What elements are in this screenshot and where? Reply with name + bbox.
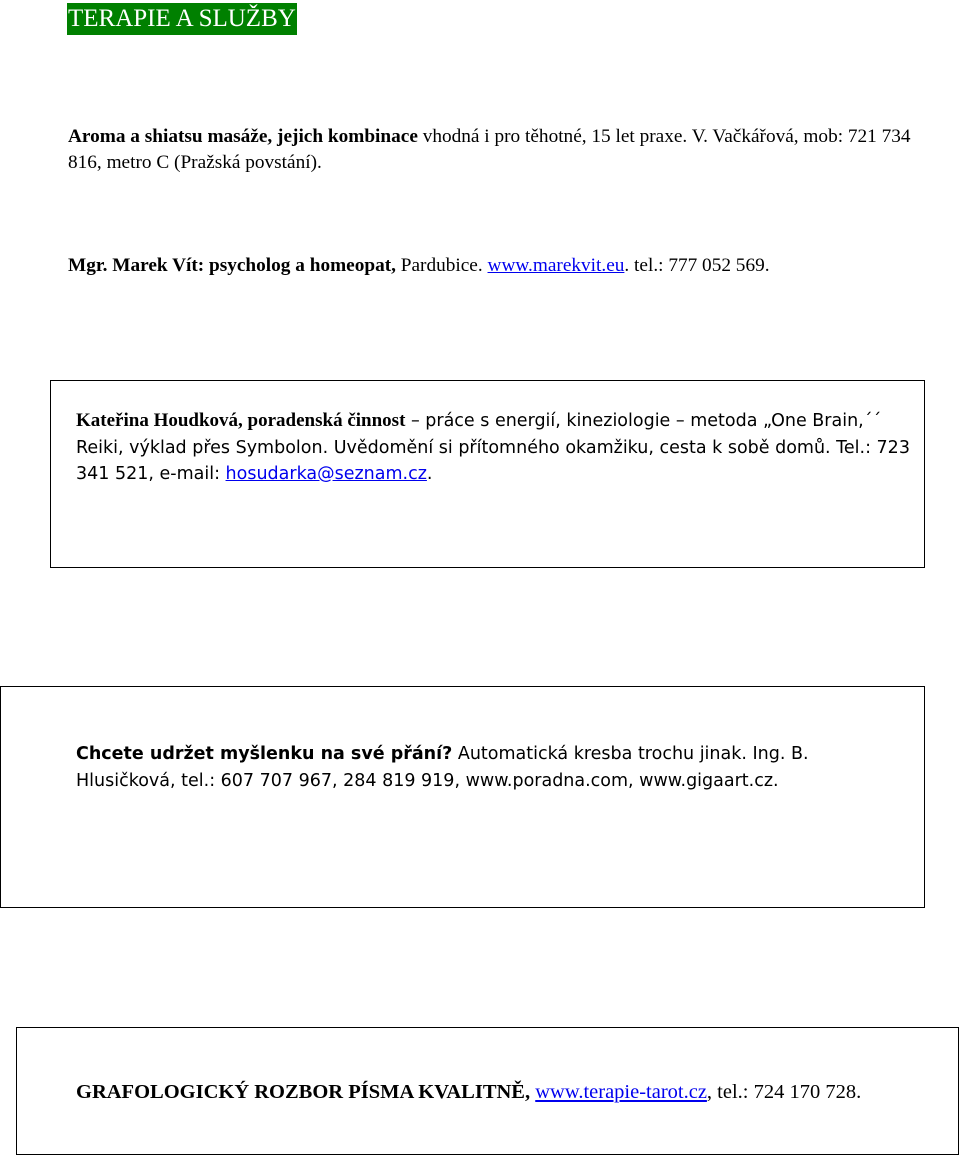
ad-grafologie-body: , tel.: 724 170 728. [706, 1081, 862, 1103]
ad-marek-text-a: Pardubice. [395, 255, 488, 276]
ad-aroma-text: vhodná i pro těhotné, 15 let praxe. V. Vačkářová, mob: 721 734 816, metro C (Pražská povstání). [68, 126, 911, 173]
ad-box-hlusickova [0, 686, 925, 908]
ad-houdkova-title: Kateřina Houdková, poradenská činnost [76, 410, 406, 431]
terapie-tarot-link[interactable]: www.terapie-tarot.cz [535, 1081, 707, 1103]
ad-houdkova-end: . [426, 464, 433, 484]
ad-box-grafologie [16, 1027, 959, 1155]
ad-box-houdkova [50, 380, 925, 568]
ad-hlusickova-title: Chcete udržet myšlenku na své přání? [76, 744, 453, 764]
ad-marek-text-b: . tel.: 777 052 569. [624, 255, 770, 276]
email-link[interactable]: hosudarka@seznam.cz [225, 464, 427, 484]
ad-grafologie-text [76, 1078, 956, 1106]
ad-aroma-title: Aroma a shiatsu masáže, jejich kombinace [68, 126, 418, 147]
ad-marek-vit [68, 253, 928, 279]
marekvit-link[interactable]: www.marekvit.eu [487, 255, 625, 276]
ad-aroma-shiatsu [68, 124, 928, 176]
ad-houdkova-text [76, 408, 911, 488]
ad-hlusickova-text [76, 741, 906, 794]
ad-houdkova-body: – práce s energií, kineziologie – metoda „One Brain,´´ Reiki, výklad přes Symbolon. Uvědomění si přítomného okamžiku, cesta k sobě domů. Tel.: 723 341 521, e-mail: [76, 411, 910, 484]
ad-grafologie-title: GRAFOLOGICKÝ ROZBOR PÍSMA KVALITNĚ, [76, 1081, 531, 1103]
ad-hlusickova-body: Automatická kresba trochu jinak. Ing. B. Hlusičková, tel.: 607 707 967, 284 819 919, www.poradna.com, www.gigaart.cz. [76, 744, 809, 791]
page-heading: TERAPIE A SLUŽBY [67, 3, 297, 35]
ad-marek-title: Mgr. Marek Vít: psycholog a homeopat, [68, 255, 396, 276]
